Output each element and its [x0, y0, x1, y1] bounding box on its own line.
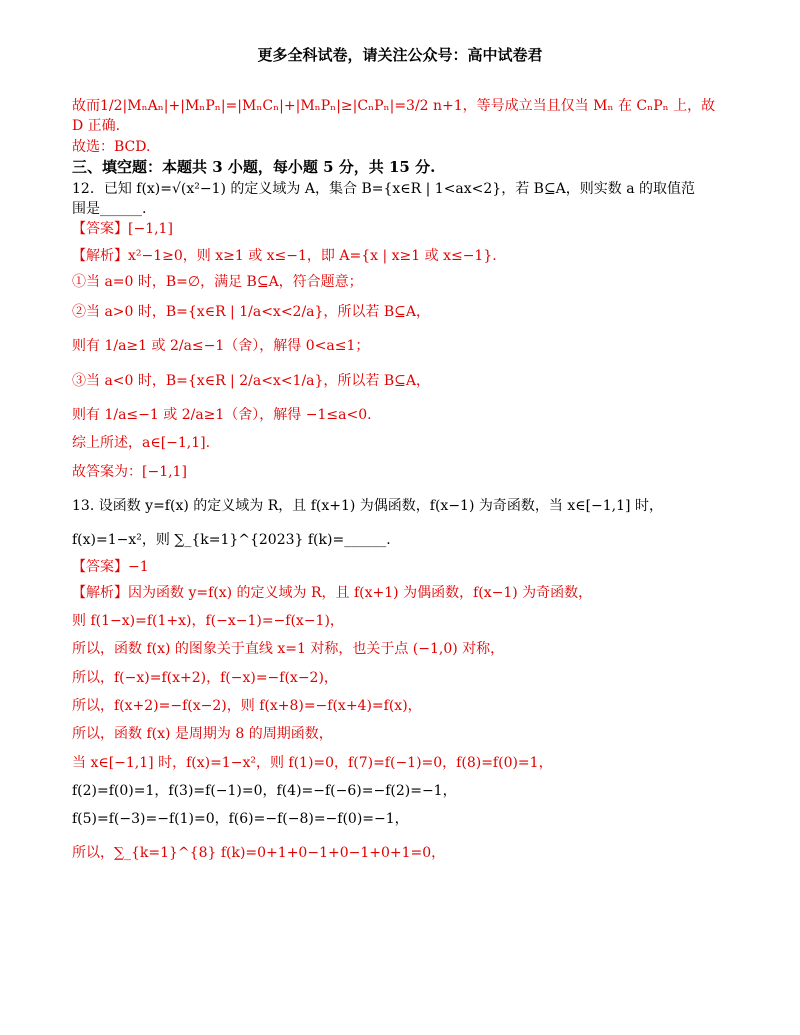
solution-line: 【解析】x²−1≥0，则 x≥1 或 x≤−1，即 A={x | x≥1 或 x≤−1}.: [72, 247, 497, 264]
solution-line: ②当 a>0 时，B={x∈R | 1/a<x<2/a}，所以若 B⊆A，: [72, 304, 431, 321]
solution-line: 则 f(1−x)=f(1+x)，f(−x−1)=−f(x−1)，: [72, 613, 344, 630]
answer-line: 【答案】[−1,1]: [72, 221, 173, 238]
question-text: f(x)=1−x²，则 ∑_{k=1}^{2023} f(k)=______.: [72, 532, 391, 549]
answer-line: 【答案】−1: [72, 558, 149, 575]
question-text: 12．已知 f(x)=√(x²−1) 的定义域为 A，集合 B={x∈R | 1<ax<2}，若 B⊆A，则实数 a 的取值范: [72, 180, 696, 197]
solution-line: 所以，f(−x)=f(x+2)，f(−x)=−f(x−2)，: [72, 669, 338, 686]
solution-line: 故答案为：[−1,1]: [72, 463, 187, 480]
solution-line: 【解析】因为函数 y=f(x) 的定义域为 R，且 f(x+1) 为偶函数，f(x−1) 为奇函数，: [72, 584, 593, 601]
text-line: D 正确.: [72, 118, 121, 135]
solution-line: 所以，函数 f(x) 的图象关于直线 x=1 对称，也关于点 (−1,0) 对称，: [72, 641, 505, 658]
text-line: 故选：BCD.: [72, 138, 151, 155]
solution-line: f(5)=f(−3)=−f(1)=0，f(6)=−f(−8)=−f(0)=−1，: [72, 811, 409, 828]
solution-line: 所以，函数 f(x) 是周期为 8 的周期函数，: [72, 726, 333, 743]
solution-line: 综上所述，a∈[−1,1].: [72, 435, 211, 452]
solution-line: ①当 a=0 时，B=∅，满足 B⊆A，符合题意；: [72, 273, 363, 290]
solution-line: f(2)=f(0)=1，f(3)=f(−1)=0，f(4)=−f(−6)=−f(2)=−1，: [72, 782, 457, 799]
solution-line: 所以，∑_{k=1}^{8} f(k)=0+1+0−1+0−1+0+1=0，: [72, 845, 446, 862]
text-line: 故而1/2|MₙAₙ|+|MₙPₙ|=|MₙCₙ|+|MₙPₙ|≥|CₙPₙ|=3/2 n+1，等号成立当且仅当 Mₙ 在 CₙPₙ 上，故: [72, 98, 716, 114]
question-text: 13. 设函数 y=f(x) 的定义域为 R，且 f(x+1) 为偶函数，f(x−1) 为奇函数，当 x∈[−1,1] 时，: [72, 497, 663, 514]
question-text: 围是______.: [72, 200, 147, 217]
solution-line: ③当 a<0 时，B={x∈R | 2/a<x<1/a}，所以若 B⊆A，: [72, 372, 431, 389]
solution-line: 则有 1/a≥1 或 2/a≤−1（舍），解得 0<a≤1；: [72, 338, 370, 355]
document-body: [72, 96, 716, 864]
page-header: 更多全科试卷，请关注公众号：高中试卷君: [257, 46, 543, 64]
solution-line: 当 x∈[−1,1] 时，f(x)=1−x²，则 f(1)=0，f(7)=f(−1)=0，f(8)=f(0)=1，: [72, 754, 553, 771]
solution-line: 则有 1/a≤−1 或 2/a≥1（舍），解得 −1≤a<0.: [72, 407, 372, 424]
section-heading: 三、填空题：本题共 3 小题，每小题 5 分，共 15 分.: [72, 157, 436, 176]
solution-line: 所以，f(x+2)=−f(x−2)，则 f(x+8)=−f(x+4)=f(x)，: [72, 697, 422, 714]
